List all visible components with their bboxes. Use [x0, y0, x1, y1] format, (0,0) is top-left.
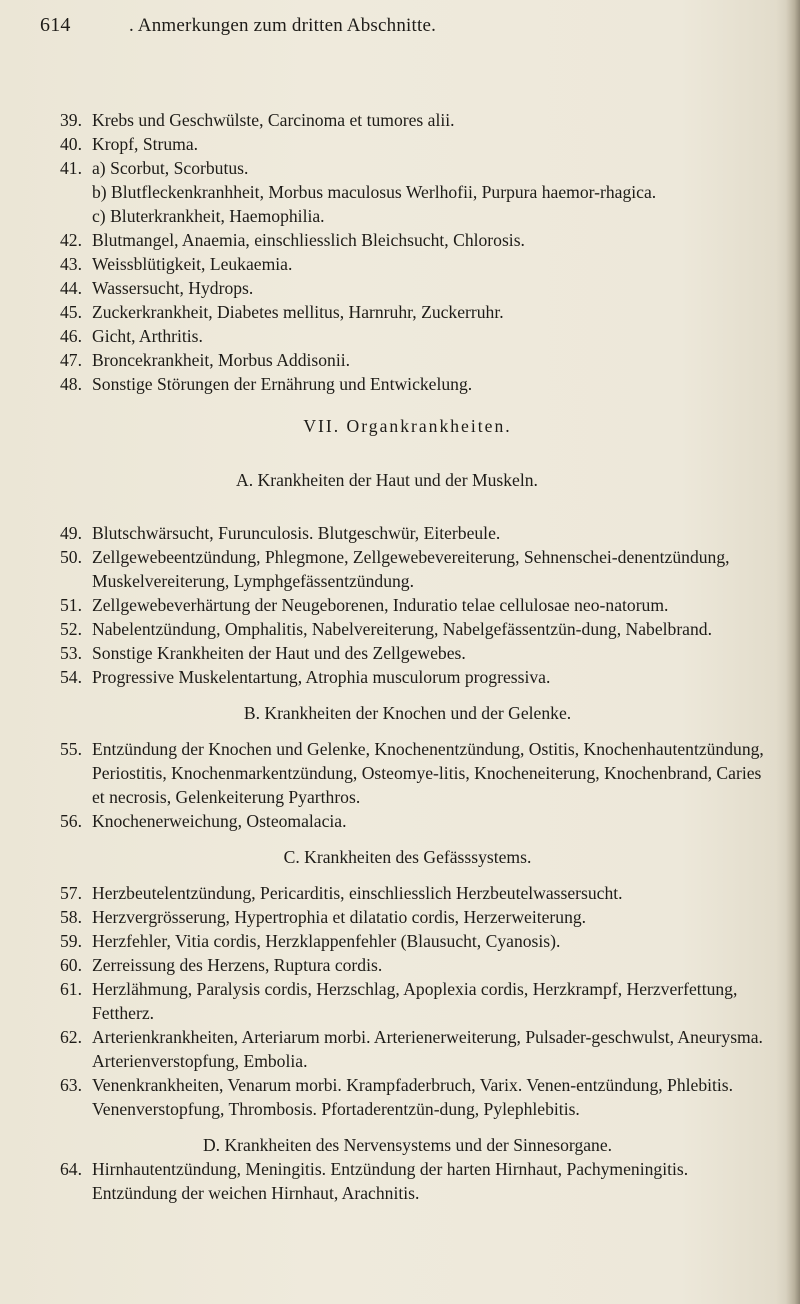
entry-number: 48. — [60, 374, 82, 394]
entry-text: Hirnhautentzündung, Meningitis. Entzündung der harten Hirnhaut, Pachymeningitis. Entzündung der weichen Hirnhaut, Arachnitis. — [92, 1159, 689, 1204]
list-entry — [40, 641, 775, 665]
entry-text: Blutschwärsucht, Furunculosis. Blutgeschwür, Eiterbeule. — [92, 523, 501, 544]
list-entry — [40, 977, 775, 1025]
entry-number: 55. — [60, 739, 82, 760]
list-entry — [40, 953, 775, 977]
entry-number: 45. — [60, 302, 82, 322]
entry-text: Herzlähmung, Paralysis cordis, Herzschlag, Apoplexia cordis, Herzkrampf, Herzverfettung, Fettherz. — [92, 979, 738, 1024]
entry-number: 51. — [60, 595, 82, 616]
entry-text: Weissblütigkeit, Leukaemia. — [92, 254, 293, 274]
list-entry — [40, 156, 775, 180]
entry-number: 59. — [60, 931, 82, 952]
entry-number: 41. — [60, 158, 82, 178]
list-entry — [40, 737, 775, 809]
entry-number: 49. — [60, 523, 82, 544]
entry-text: Sonstige Störungen der Ernährung und Entwickelung. — [92, 374, 473, 394]
entry-text: Broncekrankheit, Morbus Addisonii. — [92, 350, 351, 370]
list-entry — [40, 905, 775, 929]
list-entry — [40, 228, 775, 252]
entry-text: Wassersucht, Hydrops. — [92, 278, 254, 298]
entry-number: 44. — [60, 278, 82, 298]
entry-text: a) Scorbut, Scorbutus. — [92, 158, 249, 178]
entry-number: 43. — [60, 254, 82, 274]
entry-text: Zellgewebeentzündung, Phlegmone, Zellgewebevereiterung, Sehnenschei-denentzündung, Muskelvereiterung, Lymphgefässentzündung. — [92, 547, 730, 592]
list-entry — [40, 665, 775, 689]
subentry-text: c) Bluterkrankheit, Haemophilia. — [92, 206, 325, 226]
entry-number: 42. — [60, 230, 82, 250]
entry-number: 61. — [60, 979, 82, 1000]
list-entry — [40, 593, 775, 617]
list-entry — [40, 809, 775, 833]
list-entry — [40, 617, 775, 641]
entry-text: Gicht, Arthritis. — [92, 326, 203, 346]
entry-text: Venenkrankheiten, Venarum morbi. Krampfaderbruch, Varix. Venen-entzündung, Phlebitis. Venenverstopfung, Thrombosis. Pfortaderentzün-dung, Pylephlebitis. — [92, 1075, 734, 1120]
subsection-heading-a: A. Krankheiten der Haut und der Muskeln. — [236, 469, 538, 490]
entry-text: Progressive Muskelentartung, Atrophia musculorum progressiva. — [92, 667, 551, 688]
entry-number: 40. — [60, 134, 82, 154]
list-entry — [40, 521, 775, 545]
page-number: 614 — [40, 14, 71, 36]
page-body — [40, 108, 775, 1205]
entry-text: Entzündung der Knochen und Gelenke, Knochenentzündung, Ostitis, Knochenhautentzündung, Periostitis, Knochenmarkentzündung, Osteomye-litis, Knocheneiterung, Knochenbrand, Caries et necrosis, Gelenkeiterung Pyarthros. — [92, 739, 764, 808]
subsection-heading-d: D. Krankheiten des Nervensystems und der Sinnesorgane. — [202, 1135, 613, 1156]
entry-number: 64. — [60, 1159, 82, 1180]
entry-text: Herzvergrösserung, Hypertrophia et dilatatio cordis, Herzerweiterung. — [92, 907, 587, 928]
entry-number: 56. — [60, 811, 82, 832]
entry-text: Zerreissung des Herzens, Ruptura cordis. — [92, 955, 383, 976]
page-header — [40, 14, 436, 37]
list-entry — [40, 372, 775, 396]
list-entry — [40, 1073, 775, 1121]
list-entry — [40, 252, 775, 276]
subsection-heading-b: B. Krankheiten der Knochen und der Gelenke. — [243, 703, 572, 724]
subsection-heading-c: C. Krankheiten des Gefässsystems. — [283, 847, 532, 868]
entry-number: 58. — [60, 907, 82, 928]
list-entry — [40, 348, 775, 372]
list-subentry — [40, 204, 775, 228]
entry-number: 54. — [60, 667, 82, 688]
list-entry — [40, 881, 775, 905]
section-heading: VII. Organkrankheiten. — [303, 416, 512, 436]
list-subentry — [40, 180, 775, 204]
entry-text: Knochenerweichung, Osteomalacia. — [92, 811, 347, 832]
entry-text: Zellgewebeverhärtung der Neugeborenen, Induratio telae cellulosae neo-natorum. — [92, 595, 669, 616]
list-entry — [40, 1157, 775, 1205]
list-entry — [40, 276, 775, 300]
entry-number: 63. — [60, 1075, 82, 1096]
entry-number: 47. — [60, 350, 82, 370]
page-edge — [786, 0, 800, 1304]
list-entry — [40, 108, 775, 132]
entry-number: 62. — [60, 1027, 82, 1048]
entry-text: Herzfehler, Vitia cordis, Herzklappenfehler (Blausucht, Cyanosis). — [92, 931, 561, 952]
list-entry — [40, 929, 775, 953]
entry-text: Kropf, Struma. — [92, 134, 199, 154]
list-entry — [40, 1025, 775, 1073]
list-entry — [40, 132, 775, 156]
entry-number: 46. — [60, 326, 82, 346]
entry-number: 53. — [60, 643, 82, 664]
entry-number: 50. — [60, 547, 82, 568]
list-entry — [40, 324, 775, 348]
entry-number: 60. — [60, 955, 82, 976]
subentry-text: b) Blutfleckenkranhheit, Morbus maculosus Werlhofii, Purpura haemor-rhagica. — [92, 182, 657, 202]
entry-text: Herzbeutelentzündung, Pericarditis, einschliesslich Herzbeutelwassersucht. — [92, 883, 623, 904]
entry-number: 52. — [60, 619, 82, 640]
entry-text: Sonstige Krankheiten der Haut und des Zellgewebes. — [92, 643, 466, 664]
entry-text: Blutmangel, Anaemia, einschliesslich Bleichsucht, Chlorosis. — [92, 230, 525, 250]
entry-text: Zuckerkrankheit, Diabetes mellitus, Harnruhr, Zuckerruhr. — [92, 302, 504, 322]
list-entry — [40, 545, 775, 593]
entry-number: 39. — [60, 110, 82, 130]
entry-text: Krebs und Geschwülste, Carcinoma et tumores alii. — [92, 110, 455, 130]
list-entry — [40, 300, 775, 324]
entry-text: Arterienkrankheiten, Arteriarum morbi. Arterienerweiterung, Pulsader-geschwulst, Aneurysma. Arterienverstopfung, Embolia. — [92, 1027, 763, 1072]
running-title: . Anmerkungen zum dritten Abschnitte. — [128, 15, 437, 36]
entry-number: 57. — [60, 883, 82, 904]
entry-text: Nabelentzündung, Omphalitis, Nabelvereiterung, Nabelgefässentzün-dung, Nabelbrand. — [92, 619, 712, 640]
